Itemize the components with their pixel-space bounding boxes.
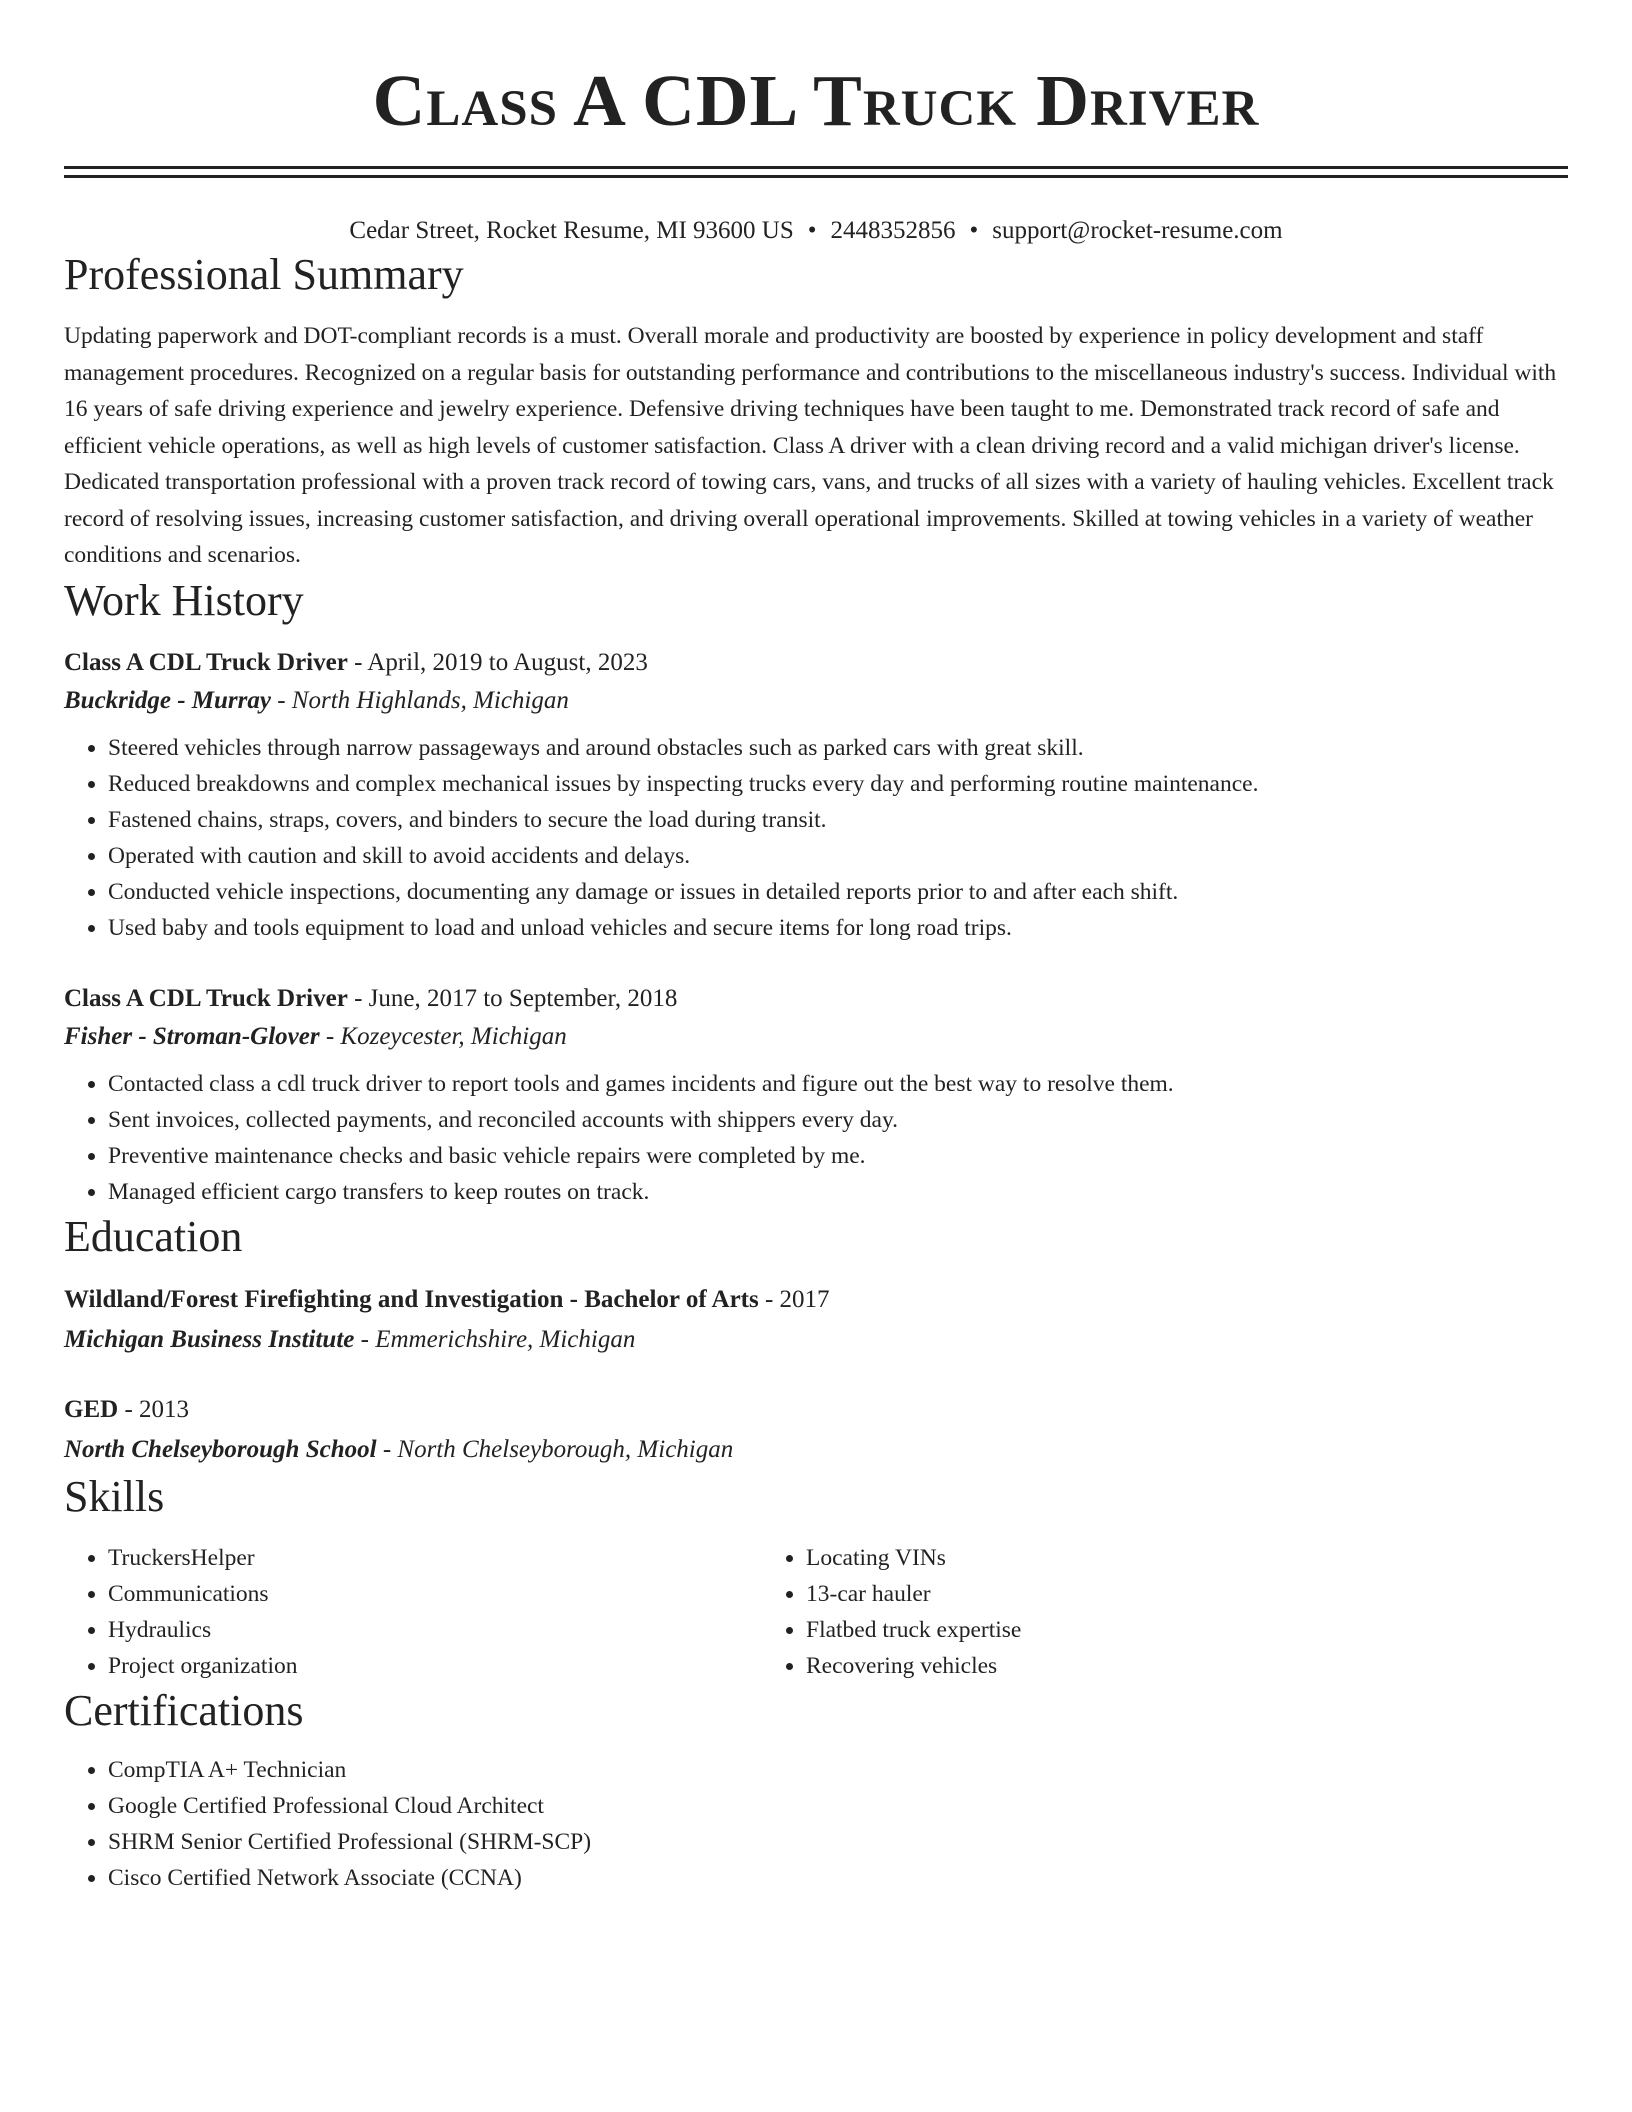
list-item: • SHRM Senior Certified Professional (SHRM-SCP) — [108, 1824, 1568, 1860]
contact-phone: 2448352856 — [830, 217, 956, 244]
section-heading-education: Education — [64, 1211, 243, 1261]
section-heading-work-history: Work History — [64, 575, 304, 625]
section-heading-skills: Skills — [64, 1471, 165, 1521]
list-item: • Reduced breakdowns and complex mechanical issues by inspecting trucks every day and performing routine maintenance. — [108, 766, 1568, 802]
job-location: - Kozeycester, Michigan — [319, 1022, 567, 1050]
job-title-line — [64, 980, 1568, 1018]
list-item: • Project organization — [108, 1648, 762, 1684]
list-item: • Google Certified Professional Cloud Architect — [108, 1788, 1568, 1824]
contact-email: support@rocket-resume.com — [992, 217, 1283, 244]
job-entry — [64, 644, 1568, 946]
job-company: Fisher - Stroman-Glover — [64, 1022, 320, 1050]
education-degree: Wildland/Forest Firefighting and Investigation - Bachelor of Arts — [64, 1285, 759, 1313]
education-year: - 2013 — [118, 1395, 190, 1423]
certifications-list — [64, 1752, 1568, 1896]
job-title: Class A CDL Truck Driver — [64, 984, 348, 1012]
header-divider-top — [64, 166, 1568, 169]
job-title-line — [64, 644, 1568, 682]
education-school-line — [64, 1320, 1568, 1360]
list-item: • Recovering vehicles — [806, 1648, 1460, 1684]
education-degree-line — [64, 1280, 1568, 1320]
education-school: Michigan Business Institute — [64, 1325, 355, 1353]
section-heading-certifications: Certifications — [64, 1685, 304, 1735]
education-entry — [64, 1390, 1568, 1470]
education-location: - Emmerichshire, Michigan — [354, 1325, 636, 1353]
list-item: • Cisco Certified Network Associate (CCNA) — [108, 1860, 1568, 1896]
list-item: • Flatbed truck expertise — [806, 1612, 1460, 1648]
summary-text: Updating paperwork and DOT-compliant records is a must. Overall morale and productivity are boosted by experience in policy development and staff management procedures. Recognized on a regular basis for outstanding performance and contributions to the miscellaneous industry's success. Individual with 16 years of safe driving experience and jewelry experience. Defensive driving techniques have been taught to me. Demonstrated track record of safe and efficient vehicle operations, as well as high levels of customer satisfaction. Class A driver with a clean driving record and a valid michigan driver's license. Dedicated transportation professional with a proven track record of towing cars, vans, and trucks of all sizes with a variety of hauling vehicles. Excellent track record of resolving issues, increasing customer satisfaction, and driving overall operational improvements. Skilled at towing vehicles in a variety of weather conditions and scenarios. — [64, 323, 1557, 568]
list-item: • Used baby and tools equipment to load and unload vehicles and secure items for long road trips. — [108, 910, 1568, 946]
education-degree-line — [64, 1390, 1568, 1430]
education-location: - North Chelseyborough, Michigan — [376, 1435, 734, 1463]
contact-address: Cedar Street, Rocket Resume, MI 93600 US — [349, 217, 794, 244]
list-item: • 13-car hauler — [806, 1576, 1460, 1612]
job-duties-list — [64, 1066, 1568, 1210]
job-dates: - June, 2017 to September, 2018 — [347, 984, 678, 1012]
job-duties-list — [64, 730, 1568, 946]
contact-separator: • — [807, 217, 817, 244]
education-entry — [64, 1280, 1568, 1360]
list-item: • Conducted vehicle inspections, documenting any damage or issues in detailed reports prior to and after each shift. — [108, 874, 1568, 910]
header-divider-bottom — [64, 175, 1568, 178]
job-company-line — [64, 682, 1568, 720]
education-school: North Chelseyborough School — [64, 1435, 377, 1463]
education-degree: GED — [64, 1395, 119, 1423]
contact-line — [64, 214, 1568, 248]
job-title: Class A CDL Truck Driver — [64, 648, 348, 676]
education-school-line — [64, 1430, 1568, 1470]
list-item: • Locating VINs — [806, 1540, 1460, 1576]
list-item: • Contacted class a cdl truck driver to report tools and games incidents and figure out the best way to resolve them. — [108, 1066, 1568, 1102]
candidate-name: Class A CDL Truck Driver — [372, 60, 1260, 141]
job-location: - North Highlands, Michigan — [270, 686, 569, 714]
job-company: Buckridge - Murray — [64, 686, 271, 714]
list-item: • Fastened chains, straps, covers, and binders to secure the load during transit. — [108, 802, 1568, 838]
education-year: - 2017 — [758, 1285, 830, 1313]
contact-separator: • — [969, 217, 979, 244]
list-item: • Communications — [108, 1576, 762, 1612]
list-item: • Operated with caution and skill to avoid accidents and delays. — [108, 838, 1568, 874]
job-entry — [64, 980, 1568, 1210]
skills-list-left — [64, 1540, 762, 1684]
list-item: • Managed efficient cargo transfers to keep routes on track. — [108, 1174, 1568, 1210]
job-company-line — [64, 1018, 1568, 1056]
section-heading-summary: Professional Summary — [64, 250, 464, 299]
list-item: • CompTIA A+ Technician — [108, 1752, 1568, 1788]
skills-list-right — [762, 1540, 1460, 1684]
list-item: • Sent invoices, collected payments, and reconciled accounts with shippers every day. — [108, 1102, 1568, 1138]
list-item: • Hydraulics — [108, 1612, 762, 1648]
job-dates: - April, 2019 to August, 2023 — [347, 648, 648, 676]
list-item: • Preventive maintenance checks and basic vehicle repairs were completed by me. — [108, 1138, 1568, 1174]
skills-columns — [64, 1540, 1568, 1684]
list-item: • TruckersHelper — [108, 1540, 762, 1576]
list-item: • Steered vehicles through narrow passageways and around obstacles such as parked cars with great skill. — [108, 730, 1568, 766]
